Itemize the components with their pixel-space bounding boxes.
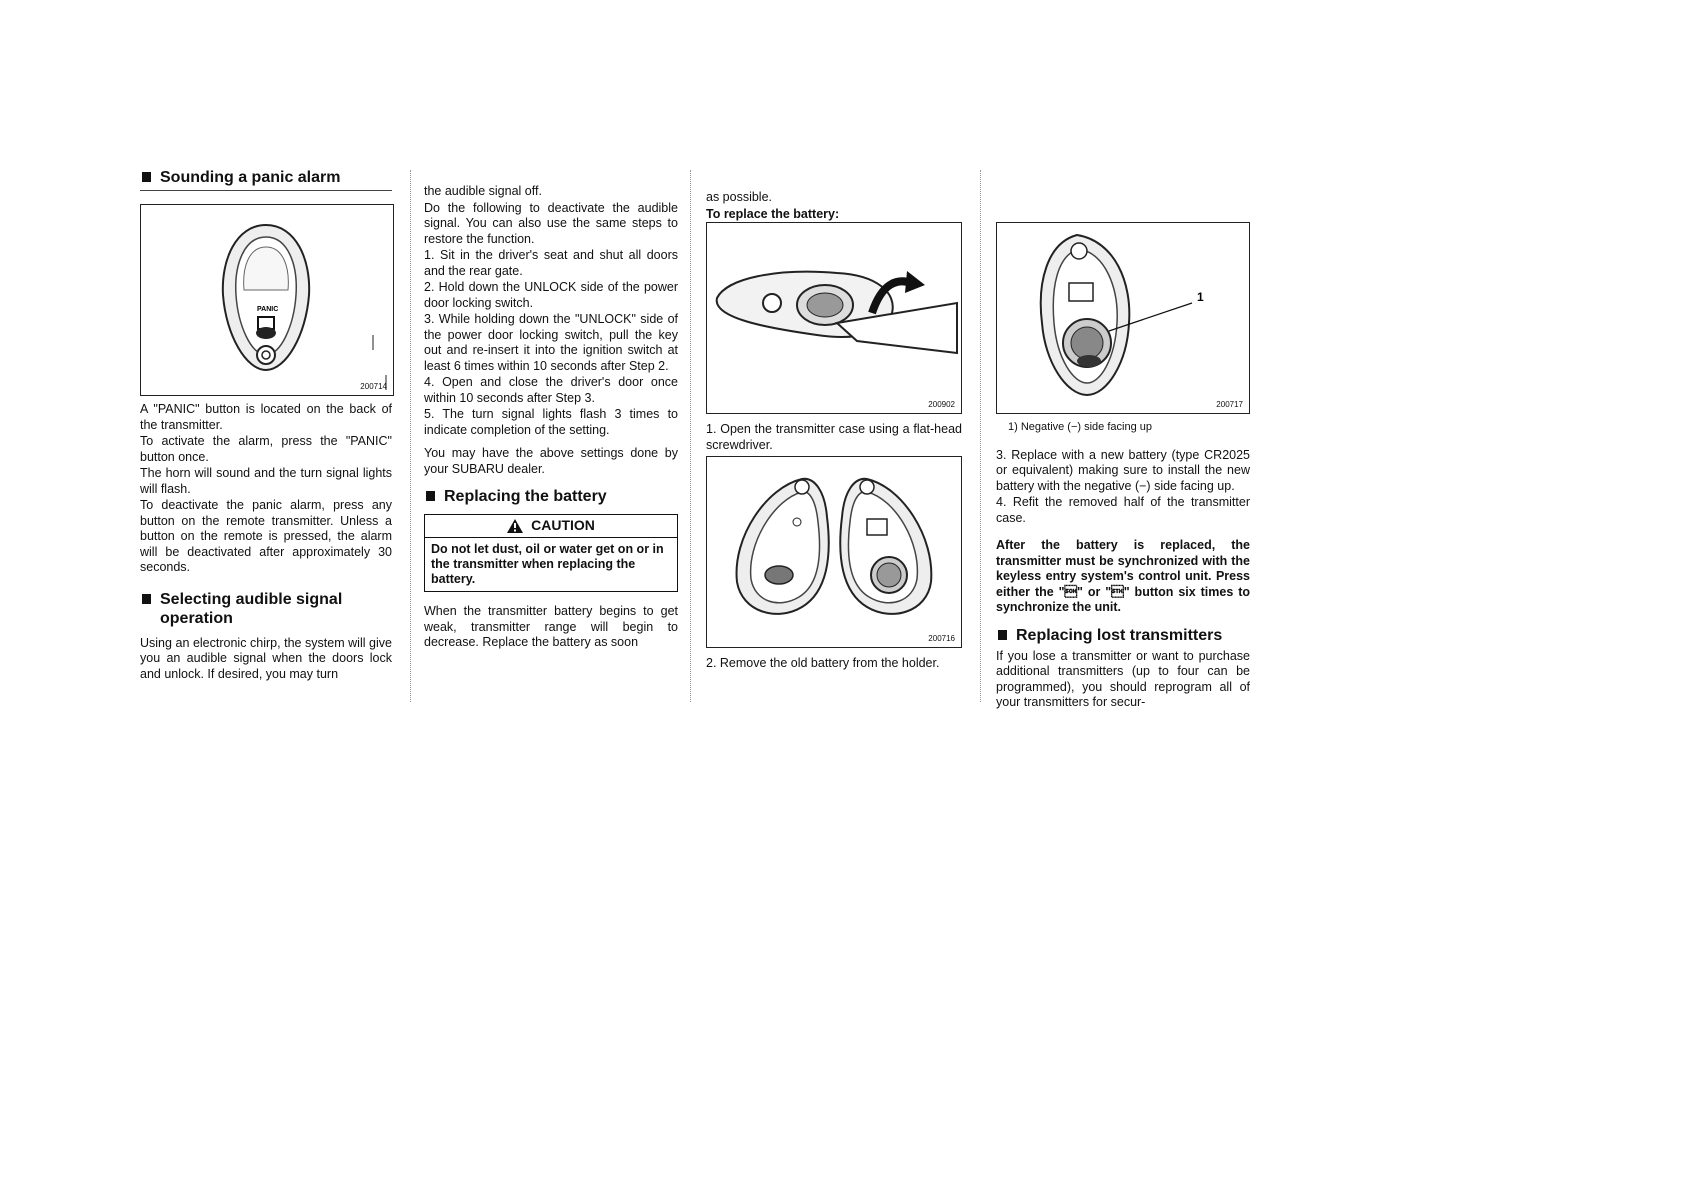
paragraph: 2. Remove the old battery from the holder.: [706, 656, 940, 670]
sync-note: After the battery is replaced, the transmitter must be synchronized with the keyless entry system's control unit. Press either the "" or "" button six times to synchronize the unit.: [996, 538, 1250, 614]
paragraph: 3. Replace with a new battery (type CR2025 or equivalent) making sure to install the new battery with the negative (−) side facing up.: [996, 447, 1250, 493]
figure-code: 200714: [360, 382, 387, 391]
column-4: [996, 420, 1250, 712]
paragraph: The horn will sound and the turn signal lights will flash.: [140, 466, 392, 496]
column-1-body: [140, 402, 392, 683]
open-case-illustration: [707, 223, 959, 411]
paragraph: To activate the alarm, press the "PANIC" button once.: [140, 434, 392, 464]
paragraph: You may have the above settings done by your SUBARU dealer.: [424, 446, 678, 476]
column-3: [706, 190, 964, 223]
paragraph: 4. Open and close the driver's door once within 10 seconds after Step 3.: [424, 375, 678, 405]
battery-holder-illustration: [997, 223, 1247, 411]
section-heading-lost-transmitters: Replacing lost transmitters: [996, 626, 1250, 645]
section-heading-replacing-battery: Replacing the battery: [424, 487, 678, 506]
figure-panic-button: [140, 204, 394, 396]
paragraph: When the transmitter battery begins to get weak, transmitter range will begin to decrease. Replace the battery as soon: [424, 604, 678, 649]
panic-label: PANIC: [257, 306, 279, 313]
caution-title: CAUTION: [531, 517, 595, 534]
paragraph: 1. Open the transmitter case using a flat-head screwdriver.: [706, 422, 962, 452]
paragraph: as possible.: [706, 190, 773, 204]
column-divider: [410, 170, 411, 702]
section-bullet-icon: [998, 630, 1007, 640]
figure-code: 200716: [928, 634, 955, 643]
figure-open-case: [706, 222, 962, 414]
paragraph: A "PANIC" button is located on the back of the transmitter.: [140, 402, 392, 432]
section-bullet-icon: [142, 172, 151, 182]
column-divider: [690, 170, 691, 702]
column-3-step2: [706, 656, 962, 673]
section-heading-panic-alarm: Sounding a panic alarm: [140, 168, 392, 187]
figure-caption: 1) Negative (−) side facing up: [1008, 421, 1152, 433]
warning-triangle-icon: [507, 519, 523, 533]
case-halves-illustration: [707, 457, 959, 645]
paragraph: 2. Hold down the UNLOCK side of the power door locking switch.: [424, 280, 678, 310]
paragraph: Do the following to deactivate the audible signal. You can also use the same steps to restore the function.: [424, 200, 678, 246]
paragraph: the audible signal off.: [424, 184, 542, 198]
paragraph: 3. While holding down the "UNLOCK" side of the power door locking switch, pull the key out and re-insert it into the ignition switch at least 6 times within 10 seconds after Step 2.: [424, 312, 678, 373]
section-bullet-icon: [426, 491, 435, 501]
paragraph: 5. The turn signal lights flash 3 times to indicate completion of the setting.: [424, 407, 678, 437]
paragraph: 1. Sit in the driver's seat and shut all doors and the rear gate.: [424, 248, 678, 278]
caution-box: [424, 514, 678, 592]
section-bullet-icon: [142, 594, 151, 604]
paragraph: Using an electronic chirp, the system will give you an audible signal when the doors lock and unlock. If desired, you may turn: [140, 635, 392, 681]
column-divider: [980, 170, 981, 702]
caution-text: Do not let dust, oil or water get on or in the transmitter when replacing the battery.: [424, 538, 678, 592]
figure-code: 200902: [928, 400, 955, 409]
paragraph: If you lose a transmitter or want to purchase additional transmitters (up to four can be programmed), you should reprogram all of your transmitters for secur-: [996, 648, 1250, 709]
column-1: [140, 168, 392, 191]
transmitter-back-illustration: [141, 205, 391, 393]
paragraph: To deactivate the panic alarm, press any button on the remote transmitter. Unless a button on the remote is pressed, the alarm will be deactivated after approximately 30 seconds.: [140, 498, 392, 574]
callout-number: 1: [1197, 290, 1204, 304]
column-2: [424, 184, 678, 652]
figure-battery-holder: [996, 222, 1250, 414]
section-heading-audible-signal: Selecting audible signal operation: [140, 590, 392, 628]
figure-two-halves: [706, 456, 962, 648]
subheading: To replace the battery:: [706, 206, 840, 221]
column-3-step1: [706, 422, 962, 454]
caution-header: [424, 514, 678, 538]
figure-code: 200717: [1216, 400, 1243, 409]
paragraph: 4. Refit the removed half of the transmitter case.: [996, 495, 1250, 525]
